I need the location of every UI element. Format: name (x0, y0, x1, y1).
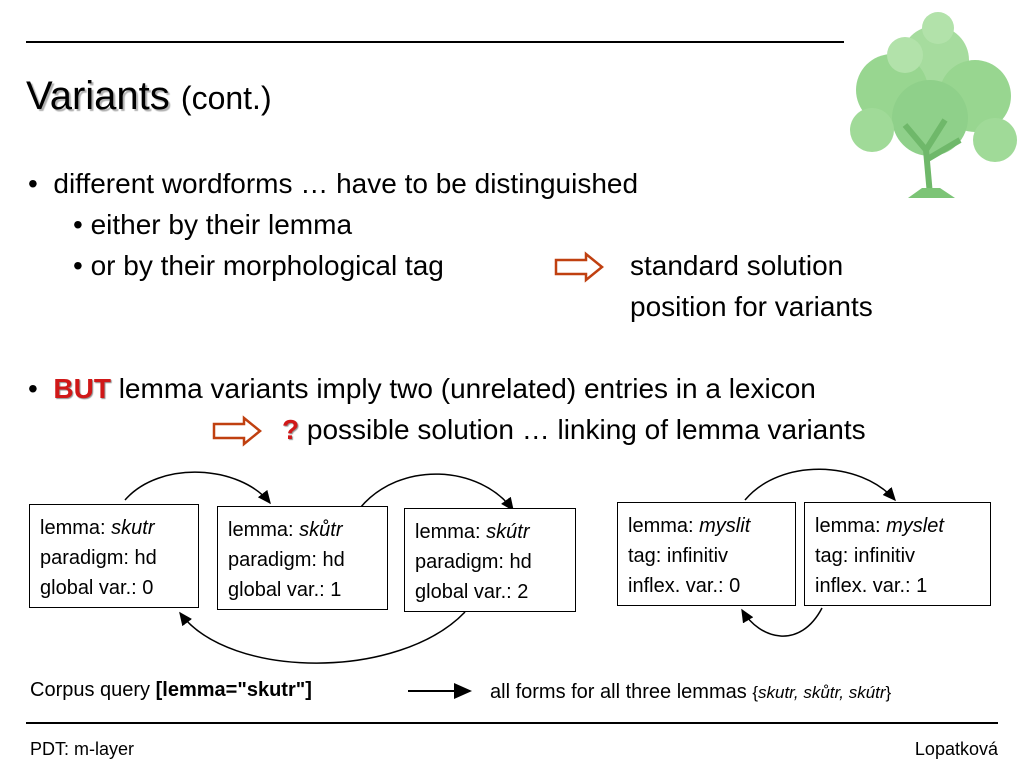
footer-right: Lopatková (914, 739, 998, 759)
lemma-box-skůtr (217, 506, 388, 610)
corpus-result-close: } (885, 683, 892, 702)
corpus-query (30, 679, 312, 702)
lemma-label: lemma: (628, 515, 694, 537)
lemma-box-myslit (617, 502, 796, 606)
lemma-label: lemma: (40, 517, 106, 539)
box-line-3: global var.: 1 (228, 579, 342, 601)
bullet-1-text: different wordforms … have to be distinguished (53, 168, 639, 199)
lemma-value: skútr (486, 521, 530, 543)
lemma-label: lemma: (228, 519, 294, 541)
box-line-2: tag: infinitiv (815, 545, 916, 567)
footer-left: PDT: m-layer (30, 739, 135, 759)
lemma-box-myslet (804, 502, 991, 606)
bullet-2-text: lemma variants imply two (unrelated) entries in a lexicon (118, 373, 816, 404)
result-position-variants: position for variants (630, 291, 873, 322)
bullet-1b: • or by their morphological tag (73, 250, 444, 281)
box-line-3: inflex. var.: 0 (628, 575, 741, 597)
solution-text: possible solution … linking of lemma variants (306, 414, 866, 445)
box-line-3: global var.: 2 (415, 581, 529, 603)
corpus-result (490, 681, 891, 704)
corpus-query-value: [lemma="skutr"] (155, 679, 312, 701)
corpus-result-items: skutr, skůtr, skútr (758, 683, 886, 702)
lemma-label: lemma: (815, 515, 881, 537)
lemma-label: lemma: (415, 521, 481, 543)
bullet-1a: • either by their lemma (73, 209, 353, 240)
bullet-2 (28, 372, 816, 406)
box-lemma-line (628, 511, 785, 541)
title-main: Variants (26, 74, 170, 118)
box-line-2: paradigm: hd (40, 547, 157, 569)
lemma-value: myslet (886, 515, 944, 537)
link-arrow-3-1 (180, 612, 465, 663)
box-line-3: global var.: 0 (40, 577, 154, 599)
corpus-result-text: all forms for all three lemmas (490, 681, 747, 703)
question-mark: ? (282, 414, 300, 445)
box-line-2: paradigm: hd (228, 549, 345, 571)
link-arrow-myslet-myslit (742, 608, 822, 636)
implies-arrow-icon (556, 254, 602, 280)
link-arrow-1-2 (125, 472, 270, 503)
top-rule (26, 41, 844, 43)
corpus-result-open: { (752, 683, 758, 702)
lemma-value: skůtr (299, 519, 343, 541)
tree-icon (850, 12, 1017, 198)
box-line-3: inflex. var.: 1 (815, 575, 928, 597)
bottom-rule (26, 722, 998, 724)
bullet-dot: • (28, 373, 54, 404)
lemma-box-skútr (404, 508, 576, 612)
box-lemma-line (815, 511, 980, 541)
bullet-dot: • (28, 168, 54, 199)
box-line-2: tag: infinitiv (628, 545, 729, 567)
result-standard-solution: standard solution (630, 250, 844, 281)
page-title (26, 74, 272, 119)
implies-arrow-icon (214, 418, 260, 444)
title-sub: (cont.) (180, 80, 272, 116)
box-lemma-line (40, 513, 188, 543)
lemma-value: myslit (699, 515, 751, 537)
link-arrow-2-3 (360, 474, 513, 510)
box-lemma-line (228, 515, 377, 545)
box-lemma-line (415, 517, 565, 547)
corpus-label: Corpus query (30, 679, 151, 701)
lemma-value: skutr (111, 517, 155, 539)
link-arrow-myslit-myslet (745, 469, 895, 500)
lemma-box-skutr (29, 504, 199, 608)
box-line-2: paradigm: hd (415, 551, 532, 573)
bullet-1 (28, 167, 638, 201)
but-label: BUT (53, 373, 111, 404)
bullet-2-solution (282, 413, 866, 447)
